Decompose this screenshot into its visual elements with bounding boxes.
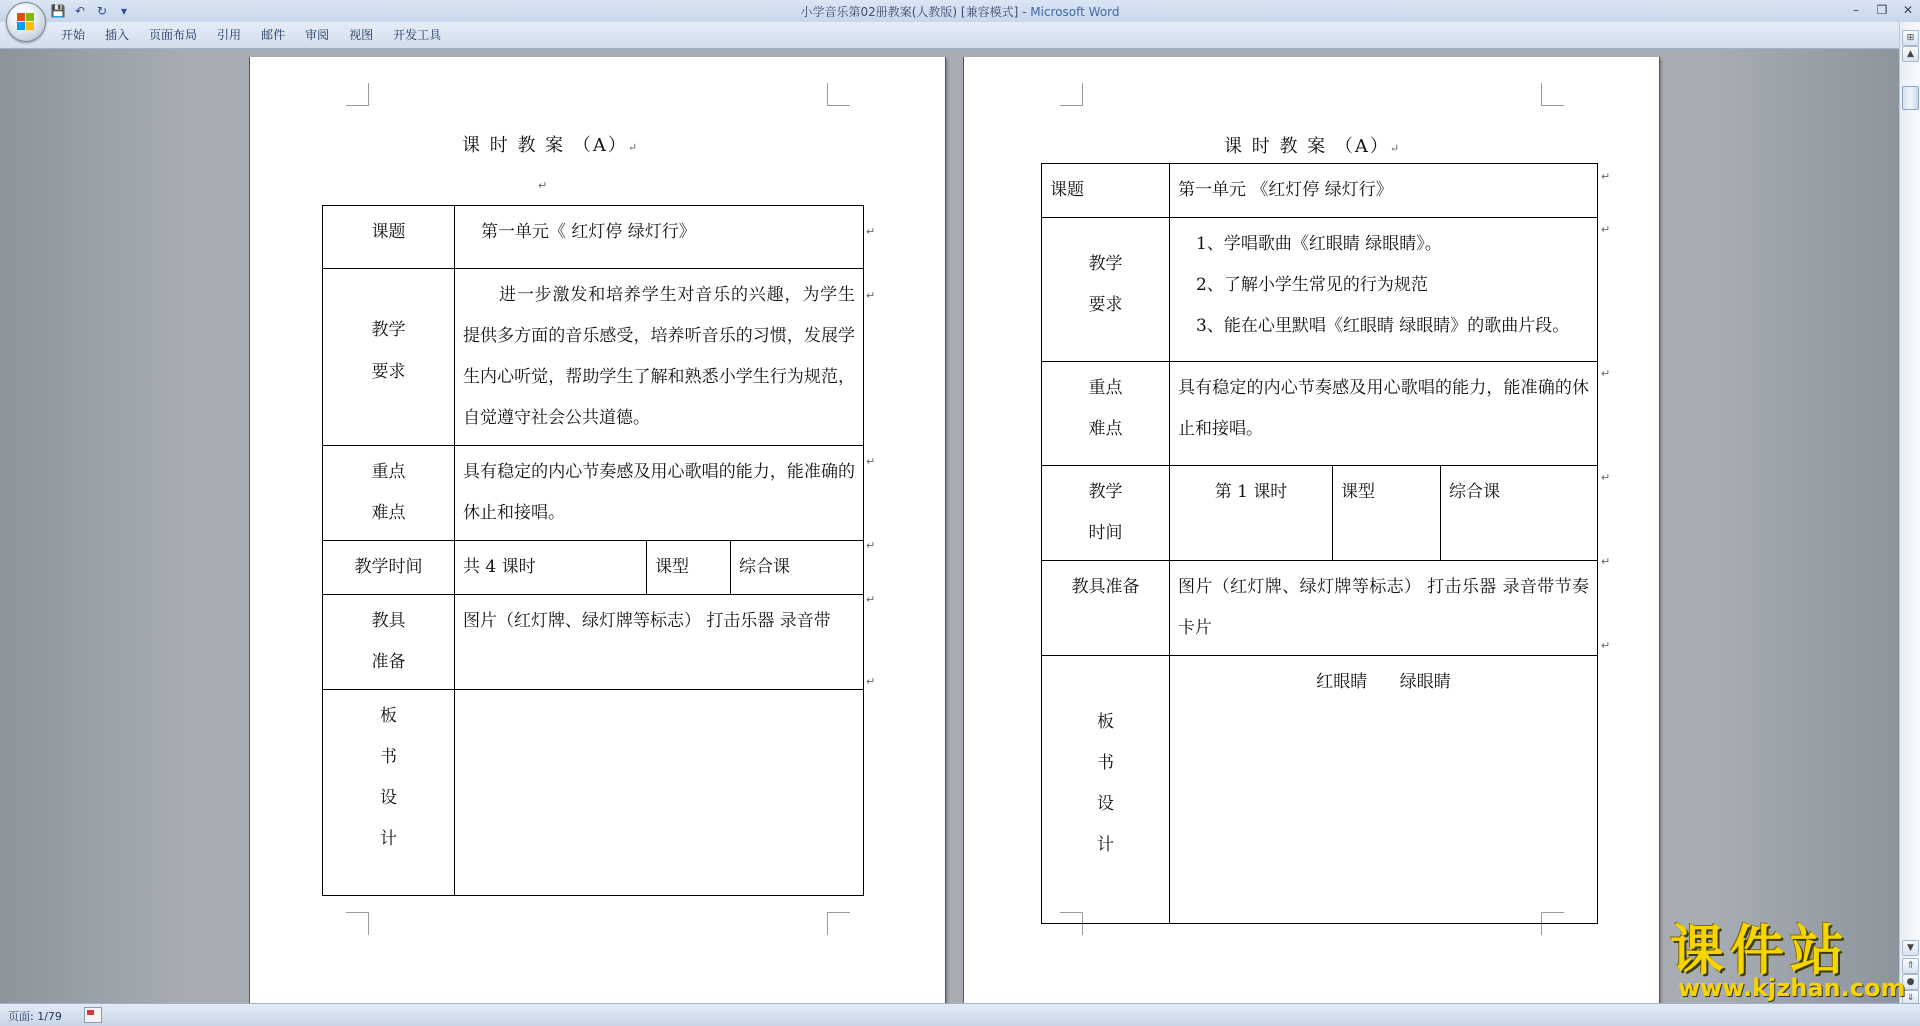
board-design-label-char3: 设 [1097,794,1114,814]
table-row [1042,164,1598,218]
teaching-time-value: 第 1 课时 [1170,466,1333,561]
row-end-mark: ↵ [866,539,876,552]
key-points-label-line1: 重点 [1088,378,1123,398]
page-count[interactable]: 页面: 1/79 [8,1010,62,1023]
key-points-value: 具有稳定的内心节奏感及用心歌唱的能力，能准确的休止和接唱。 [1170,362,1598,466]
row-end-mark: ↵ [1601,223,1611,236]
page-title-text: 课 时 教 案 （A） [462,135,628,156]
scroll-up-icon[interactable]: ▲ [1902,46,1919,62]
requirements-label-line1: 教学 [371,320,406,340]
paragraph-mark: ↵ [538,179,548,192]
document-page-1[interactable] [250,57,945,1003]
lesson-type-label: 课型 [647,541,731,595]
page-title: 课 时 教 案 （A）↵ [1224,136,1402,157]
table-row [323,595,864,690]
ruler-toggle-icon[interactable]: ⊞ [1902,30,1919,46]
browse-object-icon[interactable]: ● [1902,974,1919,990]
previous-page-icon[interactable]: ⇑ [1902,958,1919,974]
board-design-label-char3: 设 [380,788,397,808]
requirements-value [1170,218,1598,362]
requirements-label-line2: 要求 [1088,295,1123,315]
materials-label-line2: 准备 [371,652,406,672]
board-design-value [455,690,864,896]
key-points-label [1042,362,1170,466]
board-design-label-char2: 书 [380,747,397,767]
materials-label [323,595,455,690]
row-end-mark: ↵ [1601,639,1611,652]
teaching-time-label: 教学时间 [323,541,455,595]
office-button[interactable] [6,2,46,42]
row-end-mark: ↵ [866,593,876,606]
row-end-mark: ↵ [866,675,876,688]
undo-icon[interactable]: ↶ [74,4,86,18]
window-title-app: Microsoft Word [1030,5,1120,19]
teaching-time-label [1042,466,1170,561]
table-row [323,690,864,896]
teaching-time-label-line1: 教学 [1088,482,1123,502]
watermark-logo [1670,919,1906,1002]
restore-icon[interactable]: ❐ [1876,3,1888,17]
tab-home[interactable]: 开始 [61,28,86,42]
topic-value: 第一单元 《红灯停 绿灯行》 [1170,164,1598,218]
tab-review[interactable]: 审阅 [305,28,330,42]
ribbon [0,22,1920,49]
margin-corner [346,83,369,106]
vertical-scrollbar[interactable] [1899,22,1920,1003]
materials-value: 图片（红灯牌、绿灯牌等标志） 打击乐器 录音带节奏卡片 [1170,561,1598,656]
requirements-label-line2: 要求 [371,362,406,382]
key-points-label-line2: 难点 [371,503,406,523]
table-row [323,541,864,595]
document-area[interactable] [0,49,1900,1003]
scrollbar-thumb[interactable] [1902,86,1919,110]
lesson-type-value: 综合课 [1441,466,1598,561]
watermark-title: 课件站 [1670,919,1850,982]
key-points-label-line2: 难点 [1088,419,1123,439]
topic-label: 课题 [1042,164,1170,218]
table-row [1042,561,1598,656]
requirements-label [323,269,455,446]
page-title: 课 时 教 案 （A）↵ [462,135,640,156]
key-points-label [323,446,455,541]
office-logo-icon [17,13,35,31]
table-row [1042,656,1598,924]
topic-label: 课题 [323,206,455,269]
tab-mailings[interactable]: 邮件 [261,28,286,42]
materials-value: 图片（红灯牌、绿灯牌等标志） 打击乐器 录音带 [455,595,864,690]
margin-corner [346,912,369,935]
tab-references[interactable]: 引用 [217,28,242,42]
materials-label-line1: 教具 [371,611,406,631]
page-title-text: 课 时 教 案 （A） [1224,136,1390,157]
requirements-label-line1: 教学 [1088,254,1123,274]
redo-icon[interactable]: ↻ [96,4,108,18]
row-end-mark: ↵ [866,455,876,468]
tab-view[interactable]: 视图 [349,28,374,42]
margin-corner [1060,83,1083,106]
window-controls [1848,2,1916,18]
requirement-item: 2、了解小学生常见的行为规范 [1196,275,1428,295]
table-row [1042,218,1598,362]
document-page-2[interactable] [964,57,1659,1003]
minimize-icon[interactable]: – [1853,3,1859,17]
teaching-time-label-line2: 时间 [1088,523,1123,543]
margin-corner [827,83,850,106]
tab-insert[interactable]: 插入 [105,28,130,42]
topic-value: 第一单元《 红灯停 绿灯行》 [455,206,864,269]
requirements-value: 进一步激发和培养学生对音乐的兴趣，为学生提供多方面的音乐感受，培养听音乐的习惯，发展学生内心听觉，帮助学生了解和熟悉小学生行为规范，自觉遵守社会公共道德。 [455,269,864,446]
row-end-mark: ↵ [1601,367,1611,380]
board-design-label [323,690,455,896]
lesson-plan-table [1041,163,1598,924]
table-row [323,206,864,269]
next-page-icon[interactable]: ⇓ [1902,990,1919,1006]
ribbon-tabs [52,27,452,43]
table-row [323,446,864,541]
board-design-label-char4: 计 [1097,835,1114,855]
board-design-value: 红眼睛 绿眼睛 [1170,656,1598,924]
scroll-down-icon[interactable]: ▼ [1902,940,1919,956]
status-bar [0,1003,1920,1026]
save-icon[interactable]: 💾 [50,4,66,18]
table-row [1042,466,1598,561]
table-row [1042,362,1598,466]
board-design-label-char4: 计 [380,829,397,849]
lesson-type-label: 课型 [1333,466,1441,561]
requirement-item: 3、能在心里默唱《红眼睛 绿眼睛》的歌曲片段。 [1196,316,1570,336]
materials-label: 教具准备 [1042,561,1170,656]
board-design-label-char2: 书 [1097,753,1114,773]
close-icon[interactable]: ✕ [1902,3,1914,17]
row-end-mark: ↵ [866,289,876,302]
title-bar [0,0,1920,23]
row-end-mark: ↵ [1601,555,1611,568]
board-design-label-char1: 板 [380,706,397,726]
watermark-url: www.kjzhan.com [1678,974,1906,1002]
teaching-time-value: 共 4 课时 [455,541,647,595]
margin-corner [1541,83,1564,106]
tab-page-layout[interactable]: 页面布局 [149,28,198,42]
qat-dropdown-icon[interactable]: ▾ [120,4,128,18]
requirement-item: 1、学唱歌曲《红眼睛 绿眼睛》。 [1196,234,1442,254]
key-points-value: 具有稳定的内心节奏感及用心歌唱的能力，能准确的休止和接唱。 [455,446,864,541]
tab-developer[interactable]: 开发工具 [393,28,442,42]
board-design-label [1042,656,1170,924]
row-end-mark: ↵ [1601,170,1611,183]
requirements-label [1042,218,1170,362]
board-design-label-char1: 板 [1097,712,1114,732]
window-title-doc: 小学音乐第02册教案(人教版) [兼容模式] - [800,5,1031,19]
window-title [0,3,1920,20]
margin-corner [827,912,850,935]
lesson-plan-table [322,205,864,896]
row-end-mark: ↵ [1601,471,1611,484]
row-end-mark: ↵ [866,225,876,238]
proofing-icon[interactable] [84,1007,102,1023]
key-points-label-line1: 重点 [371,462,406,482]
table-row [323,269,864,446]
lesson-type-value: 综合课 [731,541,864,595]
